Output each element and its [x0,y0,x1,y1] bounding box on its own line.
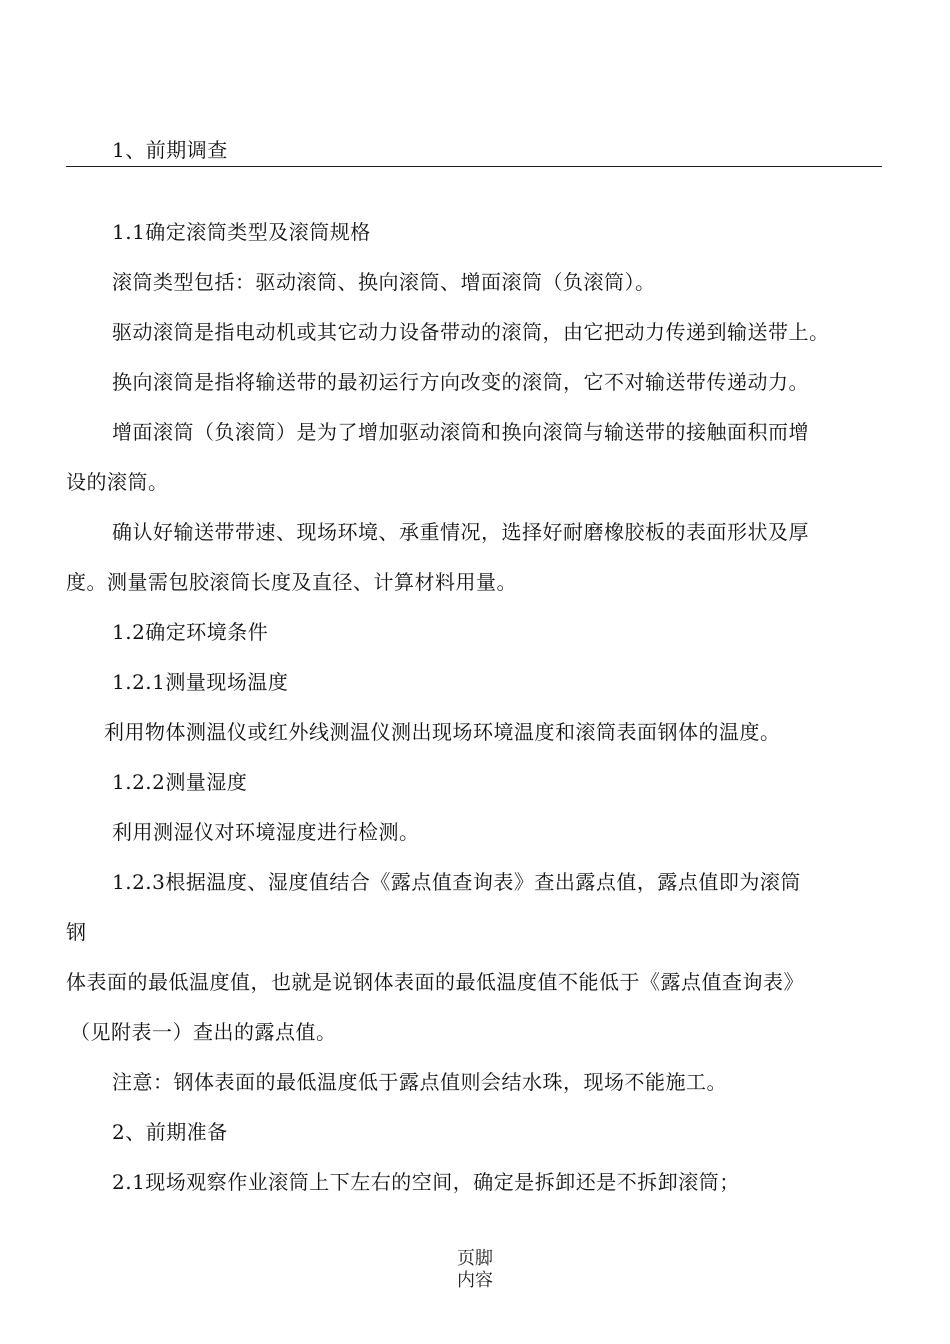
paragraph: 换向滚筒是指将输送带的最初运行方向改变的滚筒，它不对输送带传递动力。 [112,370,809,394]
paragraph: 增面滚筒（负滚筒）是为了增加驱动滚筒和换向滚筒与输送带的接触面积而增 [112,420,809,444]
section-heading: 1、前期调查 [112,138,228,162]
paragraph-continuation: 度。测量需包胶滚筒长度及直径、计算材料用量。 [66,570,517,594]
paragraph: 利用物体测温仪或红外线测温仪测出现场环境温度和滚筒表面钢体的温度。 [104,720,781,744]
subheading-1-1: 1.1确定滚筒类型及滚筒规格 [112,220,371,244]
paragraph: 滚筒类型包括：驱动滚筒、换向滚筒、增面滚筒（负滚筒）。 [112,270,656,294]
paragraph-continuation: 设的滚筒。 [66,470,169,494]
header-rule [66,166,882,167]
footer-line-1: 页脚 [457,1248,493,1269]
footer-line-2: 内容 [457,1270,493,1291]
paragraph: 1.2.3根据温度、湿度值结合《露点值查询表》查出露点值，露点值即为滚筒 [112,870,801,894]
subheading-1-2: 1.2确定环境条件 [112,620,269,644]
paragraph: 驱动滚筒是指电动机或其它动力设备带动的滚筒，由它把动力传递到输送带上。 [112,320,830,344]
subheading-2-1: 2.1现场观察作业滚筒上下左右的空间，确定是拆卸还是不拆卸滚筒； [112,1170,740,1194]
note: 注意：钢体表面的最低温度低于露点值则会结水珠，现场不能施工。 [112,1070,727,1094]
subheading-1-2-2: 1.2.2测量湿度 [112,770,248,794]
paragraph: 确认好输送带带速、现场环境、承重情况，选择好耐磨橡胶板的表面形状及厚 [112,520,809,544]
paragraph-continuation: （见附表一）查出的露点值。 [70,1020,337,1044]
paragraph-continuation: 钢 [66,920,87,944]
subheading-1-2-1: 1.2.1测量现场温度 [112,670,289,694]
paragraph-continuation: 体表面的最低温度值，也就是说钢体表面的最低温度值不能低于《露点值查询表》 [66,970,804,994]
paragraph: 利用测湿仪对环境湿度进行检测。 [112,820,420,844]
section-heading-2: 2、前期准备 [112,1120,228,1144]
